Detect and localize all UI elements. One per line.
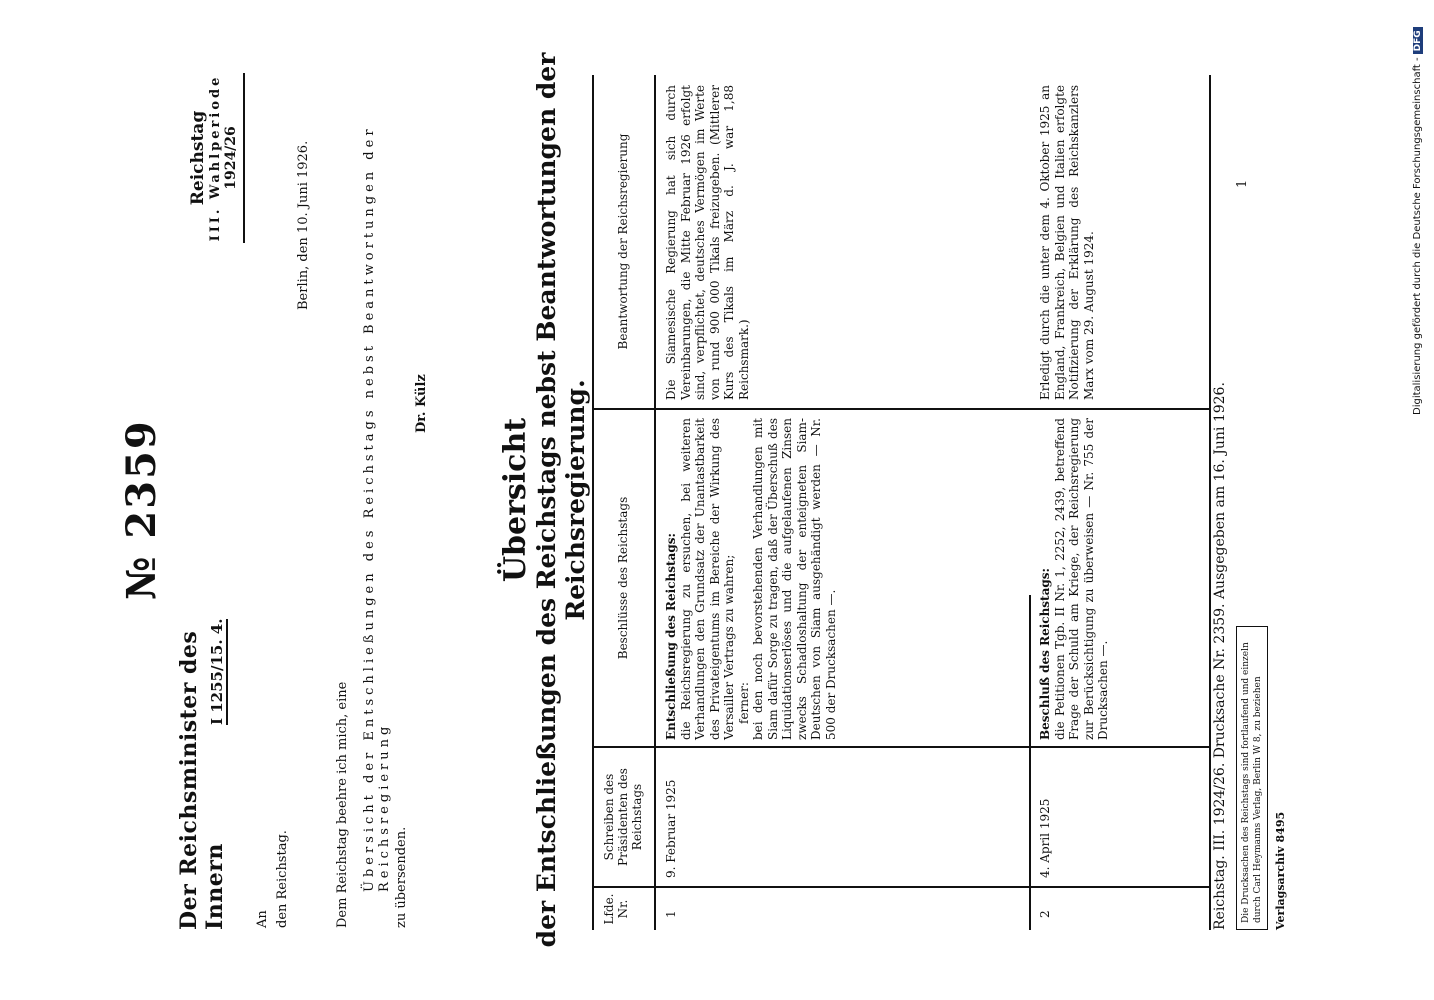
footer-archive: Verlagsarchiv 8495 — [1274, 811, 1287, 930]
row1-heading: Entschließung des Reichstags: — [664, 533, 678, 740]
column-divider — [594, 746, 1209, 748]
row1-text2: bei den noch bevorstehenden Verhandlungen mit Siam dafür Sorge zu tragen, daß der Überschuß des Liquidationserlöses und die aufgelaufenen Zinsen zwecks Schadloshaltung der enteigneten Siam-Deutschen von Siam ausgehändigt werden — Nr. 500 der Drucksachen —. — [751, 418, 838, 740]
row1-nr: 1 — [664, 910, 678, 918]
years-label: 1924/26 — [223, 126, 239, 190]
letter-line-3: zu übersenden. — [394, 826, 409, 928]
footer-publication-line: Reichstag. III. 1924/26. Drucksache Nr. 2359. Ausgegeben am 16. Juni 1926. — [1212, 382, 1228, 930]
signature: Dr. Külz — [414, 374, 429, 433]
ministry-header: Der Reichsminister des Innern — [176, 630, 228, 930]
header-nr: Lfde. Nr. — [602, 893, 630, 925]
letter-line-2: Übersicht der Entschließungen des Reichstags nebst Beantwortungen der Reichsregierung — [362, 125, 392, 892]
footer-publisher-box: Die Drucksachen des Reichstags sind fortlaufend und einzeln durch Carl Heymanns Verlag, Berlin W 8, zu beziehen — [1236, 626, 1268, 930]
header-beantwortung: Beantwortung der Reichsregierung — [616, 133, 630, 350]
overview-subtitle: der Entschließungen des Reichstags nebst Beantwortungen der Reichsregierung. — [532, 52, 590, 948]
address-an: An — [255, 910, 270, 928]
row2-beschluss — [1038, 418, 1111, 740]
column-divider — [594, 408, 1209, 410]
row1-answer: Die Siamesische Regierung hat sich durch Vereinbarungen, die Mitte Februar 1926 erfolgt sind, verpflichtet, deutsches Vermögen im Werte von rund 900 000 Tikals freizugeben. (Mittlerer Kurs des Tikals im März d. J. war 1,88 Reichsmark.) — [664, 85, 751, 400]
row2-text1: die Petitionen Tgb. II Nr. 1, 2252, 2439, betreffend Frage der Schuld am Kriege, der Reichsregierung zur Berücksichtigung zu überweisen — Nr. 755 der Drucksachen —. — [1052, 418, 1110, 740]
row2-heading: Beschluß des Reichstags: — [1038, 568, 1052, 740]
header-schreiben: Schreiben des Präsidenten des Reichstags — [602, 768, 644, 866]
row2-date: 4. April 1925 — [1038, 798, 1052, 878]
row2-nr: 2 — [1038, 910, 1052, 918]
row1-beschluss — [664, 418, 838, 740]
page-number: 1 — [1235, 179, 1250, 188]
row1-ferner: ferner: — [736, 682, 751, 724]
resolutions-table — [592, 75, 1211, 930]
header-divider — [654, 75, 656, 930]
letter-date: Berlin, den 10. Juni 1926. — [296, 140, 311, 310]
row1-text1: die Reichsregierung zu ersuchen, bei weiteren Verhandlungen den Grundsatz der Unantastbarkeit des Privateigentums im Bereiche der Wirkung des Versailler Vertrags zu wahren; — [678, 418, 736, 740]
row-divider — [1029, 595, 1031, 930]
row1-date: 9. Februar 1925 — [664, 779, 678, 878]
overview-title: Übersicht — [498, 417, 533, 583]
wahlperiode-label: III. Wahlperiode — [208, 74, 223, 242]
reichstag-period-box — [188, 73, 245, 243]
row2-answer: Erledigt durch die unter dem 4. Oktober 1925 an England, Frankreich, Belgien und Italien erfolgte Notifizierung der Erklärung des Reichskanzlers Marx vom 29. August 1924. — [1038, 85, 1096, 400]
reichstag-label: Reichstag — [188, 110, 208, 206]
drucksache-number: № 2359 — [118, 419, 165, 600]
dfg-funding-note — [1412, 27, 1423, 415]
header-beschluesse: Beschlüsse des Reichstags — [616, 496, 630, 660]
dfg-logo-icon: DFG — [1413, 27, 1423, 54]
letter-line-1: Dem Reichstag beehre ich mich, eine — [335, 681, 350, 928]
column-divider — [594, 886, 1209, 888]
reference-number: I 1255/15. 4. — [208, 618, 226, 725]
address-recipient: den Reichstag. — [275, 830, 290, 928]
dfg-note-text: Digitalisierung gefördert durch die Deutsche Forschungsgemeinschaft - — [1412, 57, 1423, 415]
